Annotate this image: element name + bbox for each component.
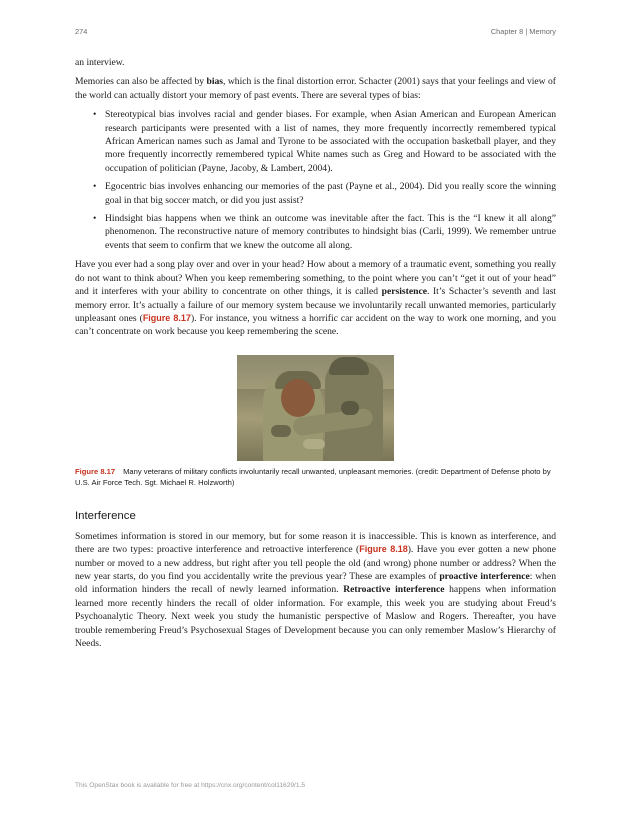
figure-8-17 [75,355,556,489]
list-item-text: Egocentric bias involves enhancing our memories of the past (Payne et al., 2004). Did you really score the winning goal in that big soccer match, or did you just assist? [105,181,556,206]
list-item [93,180,556,207]
bias-list [93,108,556,252]
page-number: 274 [75,27,88,36]
list-item-text: Hindsight bias happens when we think an outcome was inevitable after the fact. This is the “I knew it all along” phenomenon. The reconstructive nature of memory contributes to hindsight bias (Carli, 1999). We remember untrue events that seem to confirm that we knew the outcome all along. [105,213,556,251]
persistence-paragraph: Have you ever had a song play over and over in your head? How about a memory of a traumatic event, something you really do not want to think about? When you keep remembering something, to the point where you can’t “get it out of your head” and it interferes with your ability to concentrate on other things, it is called persistence. It’s Schacter’s seventh and last memory error. It’s actually a failure of our memory system because we involuntarily recall unwanted memories, particularly unpleasant ones (Figure 8.17). For instance, you witness a horrific car accident on the way to work one morning, and you can’t concentrate on work because you keep remembering the scene. [75,259,556,338]
list-item-text: Stereotypical bias involves racial and gender biases. For example, when Asian American and European American research participants were presented with a list of names, they more frequently incorrectly remembered typical African American names such as Jamal and Tyrone to be associated with the occupation basketball player, and they more frequently incorrectly remembered typical White names such as Greg and Howard to be associated with the occupation of politician (Payne, Jacoby, & Lambert, 2004). [105,109,556,174]
interference-paragraph: Sometimes information is stored in our memory, but for some reason it is inaccessible. This is known as interference, and there are two types: proactive interference and retroactive interference (Figure 8.18). Have you ever gotten a new phone number or moved to a new address, but right after you tell people the old (and wrong) phone number or address? When the new year starts, do you find you accidentally write the previous year? These are examples of proactive interference: when old information hinders the recall of newly learned information. Retroactive interference happens when information learned more recently hinders the recall of older information. For example, this week you are studying about Freud’s Psychoanalytic Theory. Next week you study the humanistic perspective of Maslow and Rogers. Thereafter, you have trouble remembering Freud’s Psychosexual Stages of Development because you can only remember Maslow’s Hierarchy of Needs. [75,530,556,649]
page-body [75,56,556,656]
footer-notice: This OpenStax book is available for free at https://cnx.org/content/col11629/1.5 [75,782,306,789]
list-item [93,108,556,175]
figure-label: Figure 8.17 [75,467,116,477]
figure-8-17-link[interactable]: Figure 8.17 [142,312,191,323]
bias-intro-paragraph: Memories can also be affected by bias, which is the final distortion error. Schacter (2001) says that your feelings and view of the world can actually distort your memory of past events. There are several types of bias: [75,76,557,101]
retroactive-term: Retroactive interference [343,584,445,596]
figure-8-18-link[interactable]: Figure 8.18 [359,544,408,555]
figure-caption [75,467,556,488]
figure-caption-text: Many veterans of military conflicts involuntarily recall unwanted, unpleasant memories. (credit: Department of Defense photo by U.S. Air Force Tech. Sgt. Michael R. Holzworth) [75,467,551,487]
running-head [75,27,556,39]
persistence-term: persistence [381,286,427,298]
bullet: • [93,109,97,121]
list-item [93,212,556,252]
bullet: • [93,213,97,225]
proactive-term: proactive interference [439,570,530,582]
intro-continuation: an interview. [75,57,125,68]
chapter-title: Chapter 8 | Memory [490,27,556,36]
section-heading-interference: Interference [75,510,136,523]
bias-term: bias [206,76,224,88]
bullet: • [93,181,97,193]
veterans-photo [237,355,394,461]
